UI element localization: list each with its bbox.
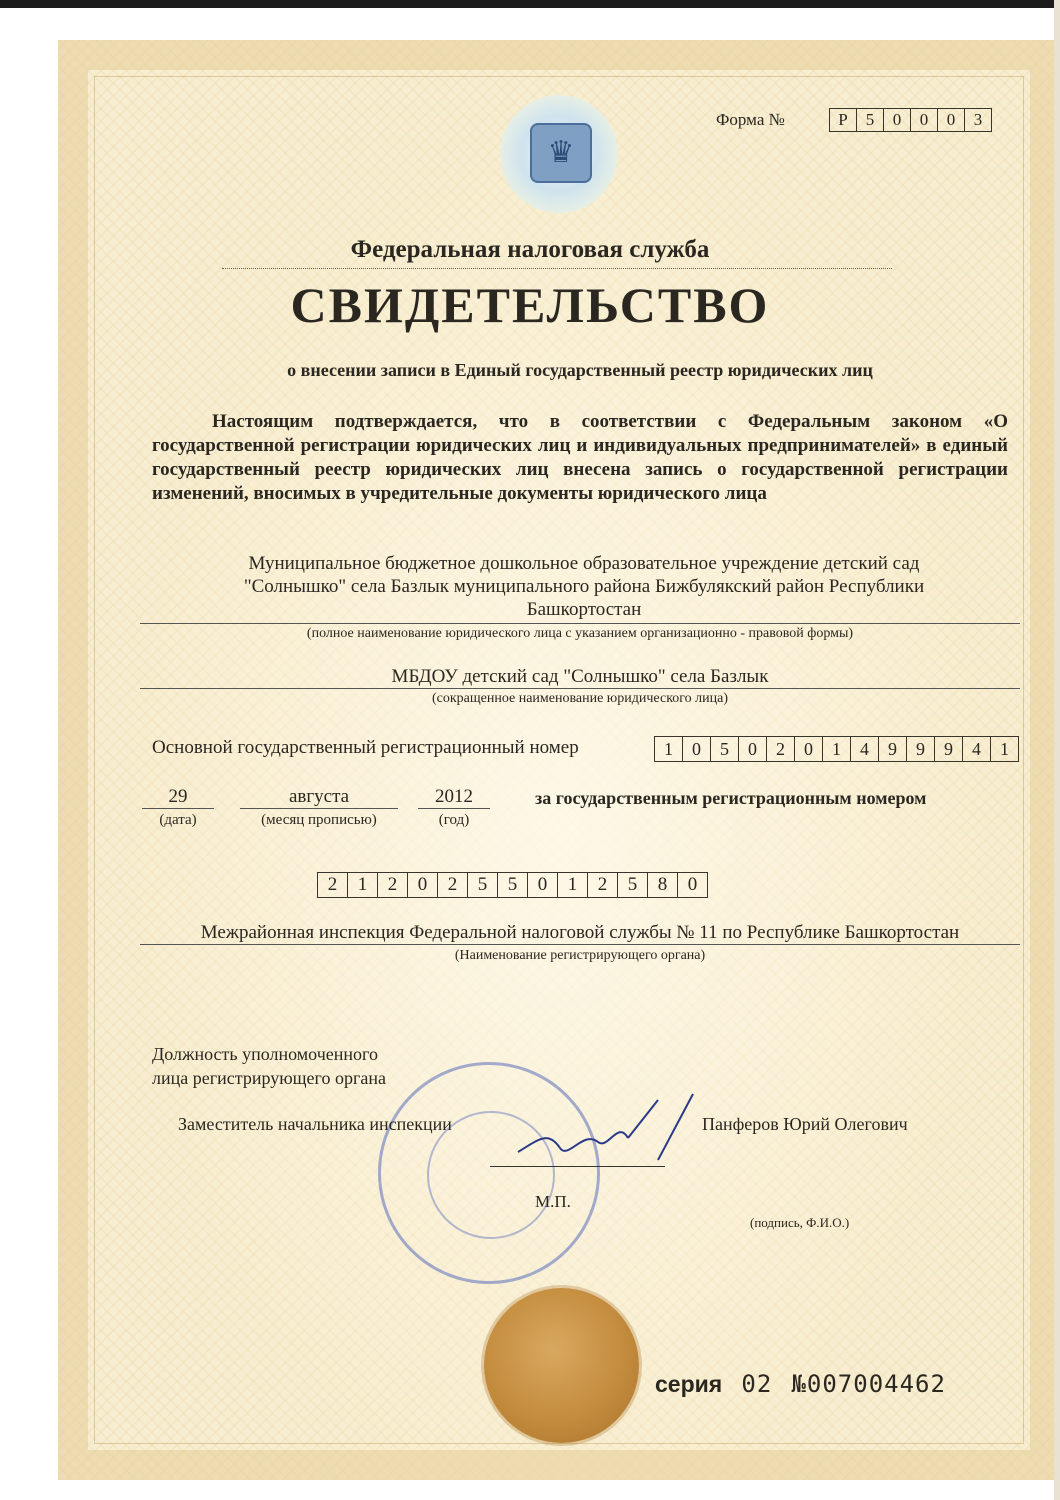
- date-day-underline: [142, 808, 214, 809]
- ogrn-digit: 4: [962, 736, 991, 762]
- authority-caption: (Наименование регистрирующего органа): [454, 948, 706, 963]
- grn-digit: 0: [677, 872, 708, 898]
- position-value: Заместитель начальника инспекции: [178, 1114, 452, 1134]
- ogrn-digit: 0: [794, 736, 823, 762]
- scan-right-edge: [1054, 0, 1060, 1500]
- handwritten-signature-icon: [488, 1090, 708, 1170]
- org-full-name-caption: (полное наименование юридического лица с указанием организационно - правовой формы): [306, 626, 854, 641]
- registering-authority: Межрайонная инспекция Федеральной налоговой службы № 11 по Республике Башкортостан: [200, 922, 960, 943]
- form-number-label: Форма №: [716, 110, 785, 129]
- org-short-name: МБДОУ детский сад "Солнышко" села Базлык: [391, 666, 769, 687]
- body-text: Настоящим подтверждается, что в соответствии с Федеральным законом «О государственной регистрации юридических лиц и индивидуальных предпринимателей» в единый государственный реестр юридических лиц внесена запись о государственной регистрации изменений, вносимых в учредительные документы юридического лица: [152, 411, 1008, 504]
- grn-digit: 5: [497, 872, 528, 898]
- date-month-caption: (месяц прописью): [261, 812, 377, 828]
- date-year: 2012: [435, 786, 473, 807]
- ogrn-digit: 4: [850, 736, 879, 762]
- signer-name: Панферов Юрий Олегович: [702, 1114, 908, 1134]
- series-value: 02: [741, 1370, 773, 1398]
- org-full-name: [150, 552, 1018, 621]
- grn-digit: 2: [377, 872, 408, 898]
- stamp-place-label: М.П.: [535, 1192, 571, 1211]
- grn-digit: 5: [617, 872, 648, 898]
- date-day: 29: [168, 786, 188, 807]
- gold-seal-icon: [484, 1288, 639, 1443]
- org-full-name-line: "Солнышко" села Базлык муниципального района Бижбулякский район Республики: [243, 576, 925, 597]
- ogrn-digit: 5: [710, 736, 739, 762]
- ogrn-digit: 1: [990, 736, 1019, 762]
- ogrn-digit: 9: [906, 736, 935, 762]
- date-month: августа: [288, 786, 350, 807]
- signature-line: [490, 1166, 665, 1167]
- date-year-underline: [418, 808, 490, 809]
- scan-top-edge: [0, 0, 1060, 8]
- form-code-cell: 5: [856, 108, 884, 132]
- position-label-line: лица регистрирующего органа: [152, 1068, 386, 1088]
- series-number: [655, 1370, 946, 1398]
- hologram-emblem-icon: ♛: [500, 95, 618, 213]
- org-short-name-caption: (сокращенное наименование юридического лица): [431, 691, 729, 706]
- agency-underline: [222, 268, 892, 269]
- form-code-cell: 0: [910, 108, 938, 132]
- grn-digit: 1: [347, 872, 378, 898]
- ogrn-label: Основной государственный регистрационный номер: [152, 737, 579, 758]
- document-title: СВИДЕТЕЛЬСТВО: [290, 277, 770, 333]
- ogrn-digit: 9: [934, 736, 963, 762]
- position-label: [152, 1042, 386, 1090]
- ogrn-digit: 9: [878, 736, 907, 762]
- ogrn-digit: 2: [766, 736, 795, 762]
- form-number-boxes: [830, 108, 992, 132]
- grn-digit: 2: [587, 872, 618, 898]
- authority-underline: [140, 944, 1020, 945]
- grn-label: за государственным регистрационным номером: [535, 788, 927, 808]
- form-code-cell: Р: [829, 108, 857, 132]
- grn-digit: 8: [647, 872, 678, 898]
- agency-name: Федеральная налоговая служба: [350, 236, 710, 263]
- signature-caption: (подпись, Ф.И.О.): [750, 1215, 850, 1230]
- org-full-name-line: Башкортостан: [526, 599, 642, 620]
- grn-boxes: [318, 872, 708, 898]
- grn-digit: 2: [317, 872, 348, 898]
- grn-digit: 0: [527, 872, 558, 898]
- grn-digit: 5: [467, 872, 498, 898]
- ogrn-boxes: [655, 736, 1019, 762]
- ogrn-digit: 1: [822, 736, 851, 762]
- certificate-number: №007004462: [791, 1370, 946, 1398]
- date-day-caption: (дата): [159, 812, 197, 828]
- position-label-line: Должность уполномоченного: [152, 1044, 378, 1064]
- ogrn-digit: 1: [654, 736, 683, 762]
- org-short-name-underline: [140, 688, 1020, 689]
- ogrn-digit: 0: [738, 736, 767, 762]
- org-full-name-line: Муниципальное бюджетное дошкольное образовательное учреждение детский сад: [248, 553, 920, 574]
- date-year-caption: (год): [438, 812, 470, 828]
- org-full-name-underline: [140, 623, 1020, 624]
- form-code-cell: 0: [883, 108, 911, 132]
- ogrn-digit: 0: [682, 736, 711, 762]
- grn-digit: 0: [407, 872, 438, 898]
- document-subtitle: о внесении записи в Единый государственный реестр юридических лиц: [287, 360, 873, 380]
- date-month-underline: [240, 808, 398, 809]
- form-code-cell: 3: [964, 108, 992, 132]
- grn-digit: 1: [557, 872, 588, 898]
- body-paragraph: [152, 410, 1008, 506]
- form-code-cell: 0: [937, 108, 965, 132]
- series-label: серия: [655, 1371, 723, 1397]
- grn-digit: 2: [437, 872, 468, 898]
